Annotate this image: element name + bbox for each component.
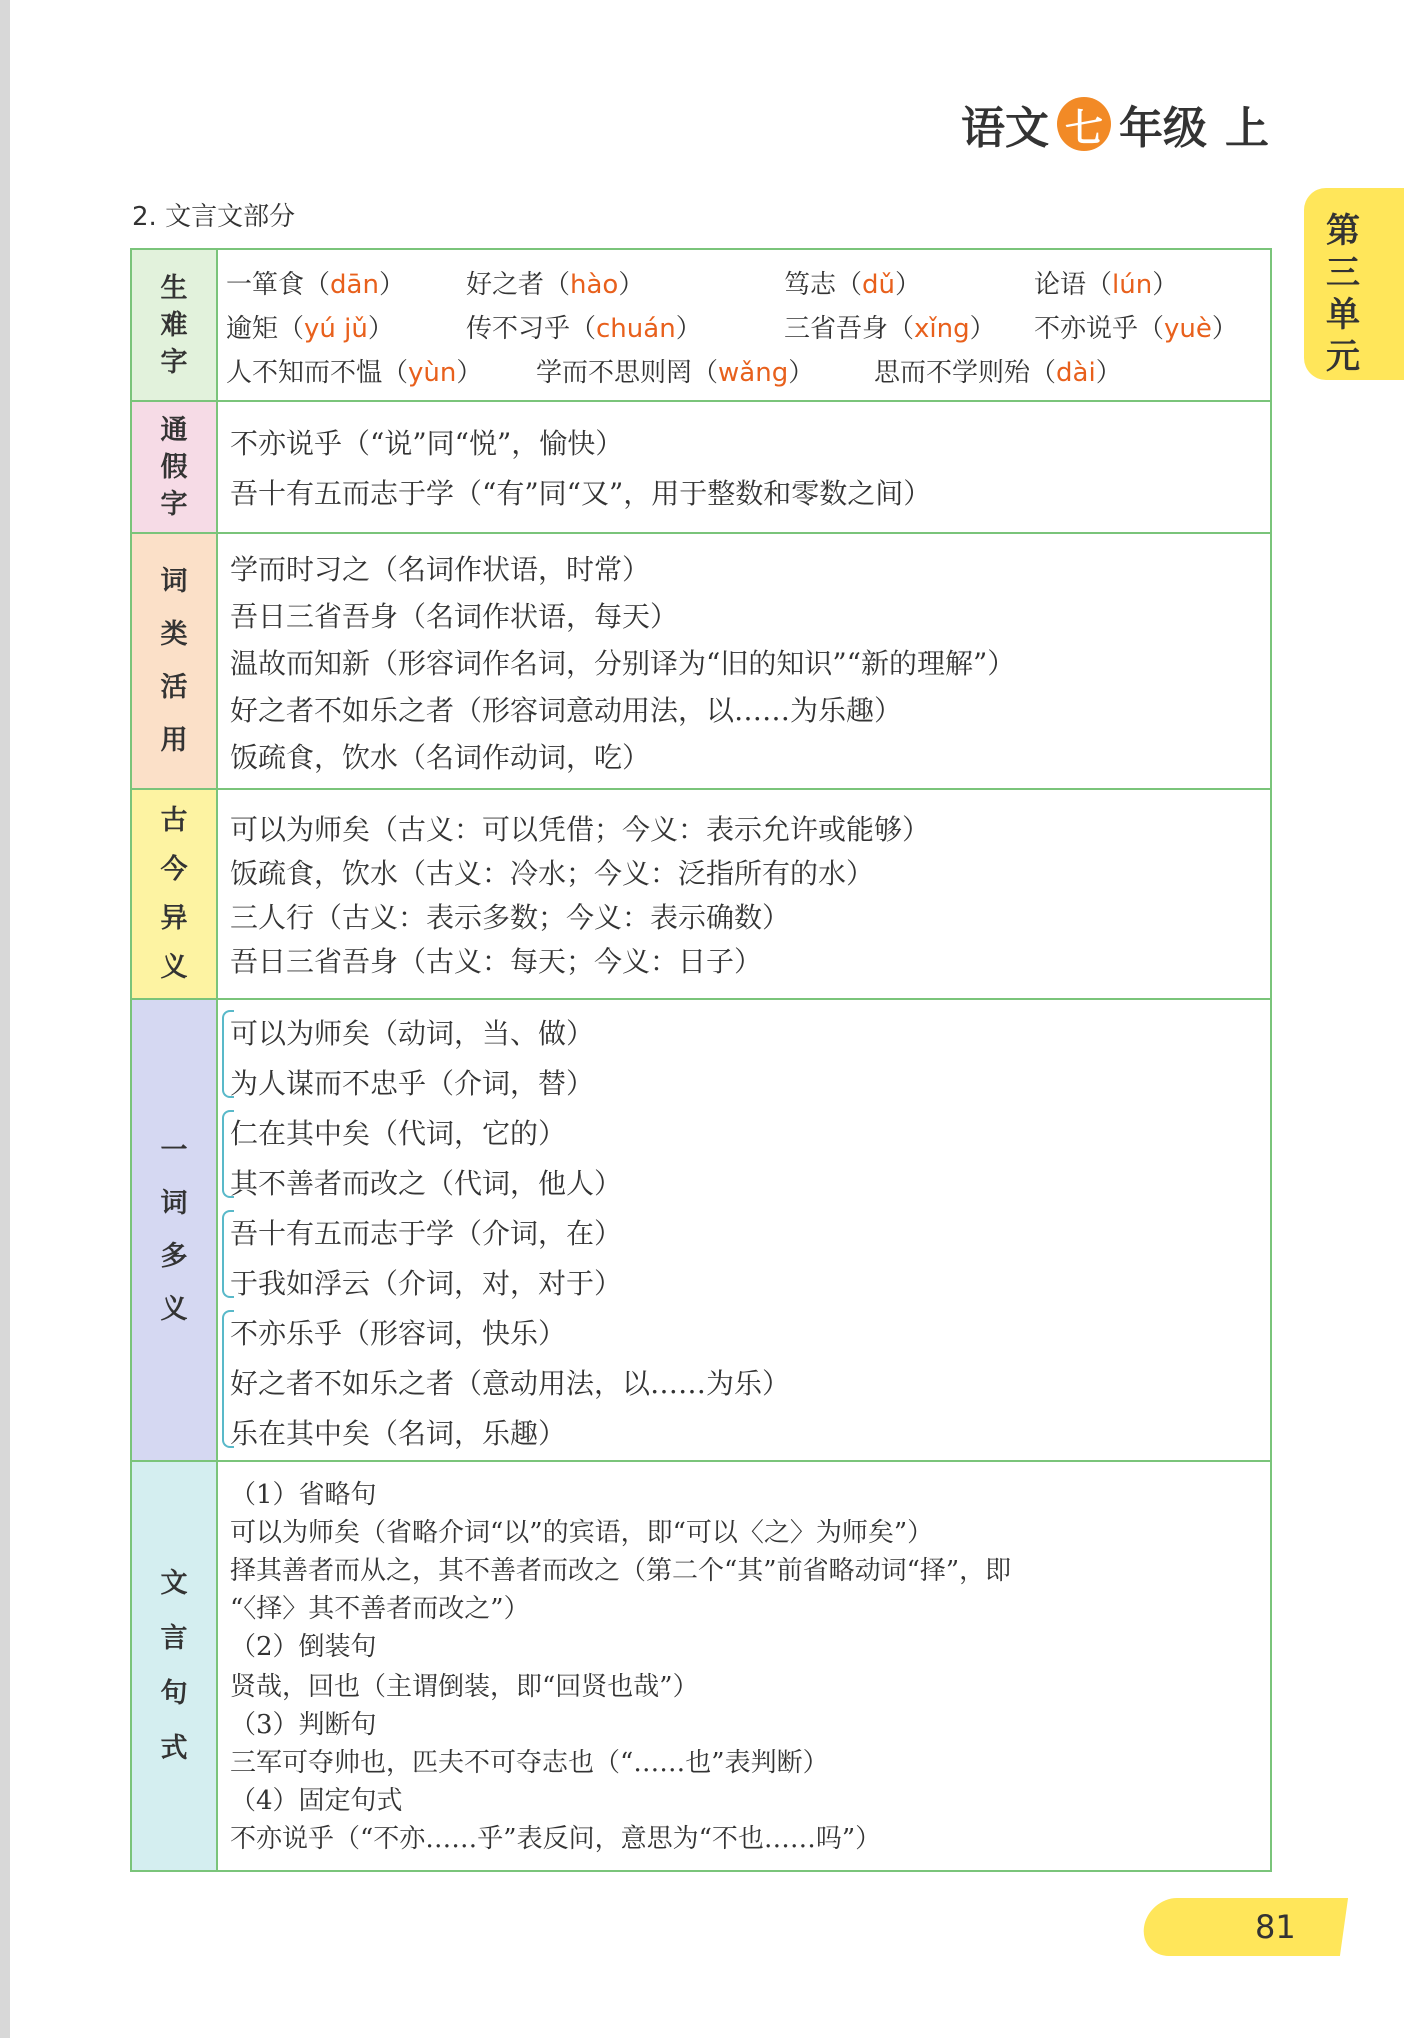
label-char: 类	[160, 619, 188, 650]
text-line: 可以为师矣（动词，当、做）	[230, 1017, 595, 1050]
text-line: 可以为师矣（省略介词“以”的宾语，即“可以〈之〉为师矣”）	[230, 1518, 934, 1548]
text-line: 吾日三省吾身（名词作状语，每天）	[230, 600, 679, 633]
vocab-item: 学而不思则罔（wǎng）	[536, 358, 815, 388]
text-line: （1）省略句	[230, 1480, 377, 1510]
text-line: （2）倒装句	[230, 1632, 377, 1662]
label-gujin	[132, 790, 218, 998]
label-char: 式	[160, 1733, 188, 1764]
label-char: 假	[160, 451, 188, 483]
unit-tab-label: 第三单元	[1326, 211, 1360, 377]
grade-number-circle: 七	[1057, 97, 1111, 151]
text-line: 三人行（古义：表示多数；今义：表示确数）	[230, 901, 791, 934]
unit-tab	[1304, 188, 1404, 380]
text-line: 学而时习之（名词作状语，时常）	[230, 553, 651, 586]
row-shengnan	[132, 250, 1270, 400]
text-line: 吾日三省吾身（古义：每天；今义：日子）	[230, 945, 763, 978]
content-yici	[230, 1000, 1256, 1460]
text-line: 饭疏食，饮水（名词作动词，吃）	[230, 741, 651, 774]
text-line: 饭疏食，饮水（古义：冷水；今义：泛指所有的水）	[230, 857, 875, 890]
text-line: （3）判断句	[230, 1710, 377, 1740]
label-cilei	[132, 534, 218, 788]
text-line: “〈择〉其不善者而改之”）	[230, 1594, 530, 1624]
label-char: 用	[160, 725, 188, 756]
text-line: 于我如浮云（介词，对，对于）	[230, 1267, 623, 1300]
label-shengnan	[132, 250, 218, 400]
vocab-item: 传不习乎（chuán）	[466, 314, 702, 344]
label-char: 一	[160, 1135, 188, 1166]
text-line: 温故而知新（形容词作名词，分别译为“旧的知识”“新的理解”）	[230, 647, 1016, 680]
vocab-item: 三省吾身（xǐng）	[784, 314, 996, 344]
label-char: 句	[160, 1678, 188, 1709]
book-title	[961, 92, 1269, 156]
page-number-badge	[1140, 1898, 1348, 1956]
content-cilei	[230, 534, 1256, 788]
volume-text: 上	[1225, 103, 1269, 154]
text-line: 乐在其中矣（名词，乐趣）	[230, 1417, 567, 1450]
label-char: 通	[160, 414, 188, 446]
subject-text: 语文	[961, 103, 1049, 154]
label-char: 异	[160, 903, 188, 934]
label-char: 字	[160, 488, 188, 520]
label-char: 字	[160, 346, 188, 378]
text-line: （4）固定句式	[230, 1786, 403, 1816]
label-char: 文	[160, 1568, 188, 1599]
content-gujin	[230, 790, 1256, 998]
text-line: 好之者不如乐之者（形容词意动用法，以……为乐趣）	[230, 694, 903, 727]
text-line: 好之者不如乐之者（意动用法，以……为乐）	[230, 1367, 791, 1400]
vocab-item: 思而不学则殆（dài）	[874, 358, 1122, 388]
row-yici	[132, 998, 1270, 1460]
summary-table	[130, 248, 1272, 1872]
vocab-item: 逾矩（yú jǔ）	[226, 314, 394, 344]
row-juzi	[132, 1460, 1270, 1870]
vocab-item: 好之者（hào）	[466, 270, 645, 300]
label-char: 义	[160, 952, 188, 983]
text-line: 吾十有五而志于学（介词，在）	[230, 1217, 623, 1250]
text-line: 可以为师矣（古义：可以凭借；今义：表示允许或能够）	[230, 813, 931, 846]
label-yici	[132, 1000, 218, 1460]
content-tongjia	[230, 402, 1256, 532]
text-line: 不亦乐乎（形容词，快乐）	[230, 1317, 567, 1350]
text-line: 其不善者而改之（代词，他人）	[230, 1167, 623, 1200]
row-gujin	[132, 788, 1270, 998]
text-line: 仁在其中矣（代词，它的）	[230, 1117, 567, 1150]
text-line: 择其善者而从之，其不善者而改之（第二个“其”前省略动词“择”，即	[230, 1556, 1012, 1586]
vocab-item: 论语（lún）	[1034, 270, 1179, 300]
label-char: 言	[160, 1623, 188, 1654]
vocab-item: 不亦说乎（yuè）	[1034, 314, 1238, 344]
row-cilei	[132, 532, 1270, 788]
label-char: 词	[160, 1188, 188, 1219]
vocab-item: 一箪食（dān）	[226, 270, 405, 300]
page-number: 81	[1255, 1908, 1296, 1946]
label-char: 多	[160, 1241, 188, 1272]
label-char: 难	[160, 309, 188, 341]
label-char: 生	[160, 272, 188, 304]
text-line: 贤哉，回也（主谓倒装，即“回贤也哉”）	[230, 1672, 699, 1702]
label-char: 活	[160, 672, 188, 703]
section-title: 2. 文言文部分	[132, 202, 296, 232]
label-char: 今	[160, 854, 188, 885]
label-char: 古	[160, 805, 188, 836]
grade-suffix-text: 年级	[1119, 103, 1207, 154]
label-char: 义	[160, 1294, 188, 1325]
text-line: 为人谋而不忠乎（介词，替）	[230, 1067, 595, 1100]
label-juzi	[132, 1462, 218, 1870]
text-line: 不亦说乎（“不亦……乎”表反问，意思为“不也……吗”）	[230, 1824, 882, 1854]
label-char: 词	[160, 566, 188, 597]
vocab-item: 笃志（dǔ）	[784, 270, 922, 300]
text-line: 不亦说乎（“说”同“悦”，愉快）	[230, 427, 624, 460]
row-tongjia	[132, 400, 1270, 532]
content-shengnan	[226, 250, 1256, 400]
text-line: 三军可夺帅也，匹夫不可夺志也（“……也”表判断）	[230, 1748, 829, 1778]
label-tongjia	[132, 402, 218, 532]
text-line: 吾十有五而志于学（“有”同“又”，用于整数和零数之间）	[230, 477, 932, 510]
vocab-item: 人不知而不愠（yùn）	[226, 358, 483, 388]
content-juzi	[230, 1462, 1256, 1870]
page-edge	[0, 0, 10, 2038]
